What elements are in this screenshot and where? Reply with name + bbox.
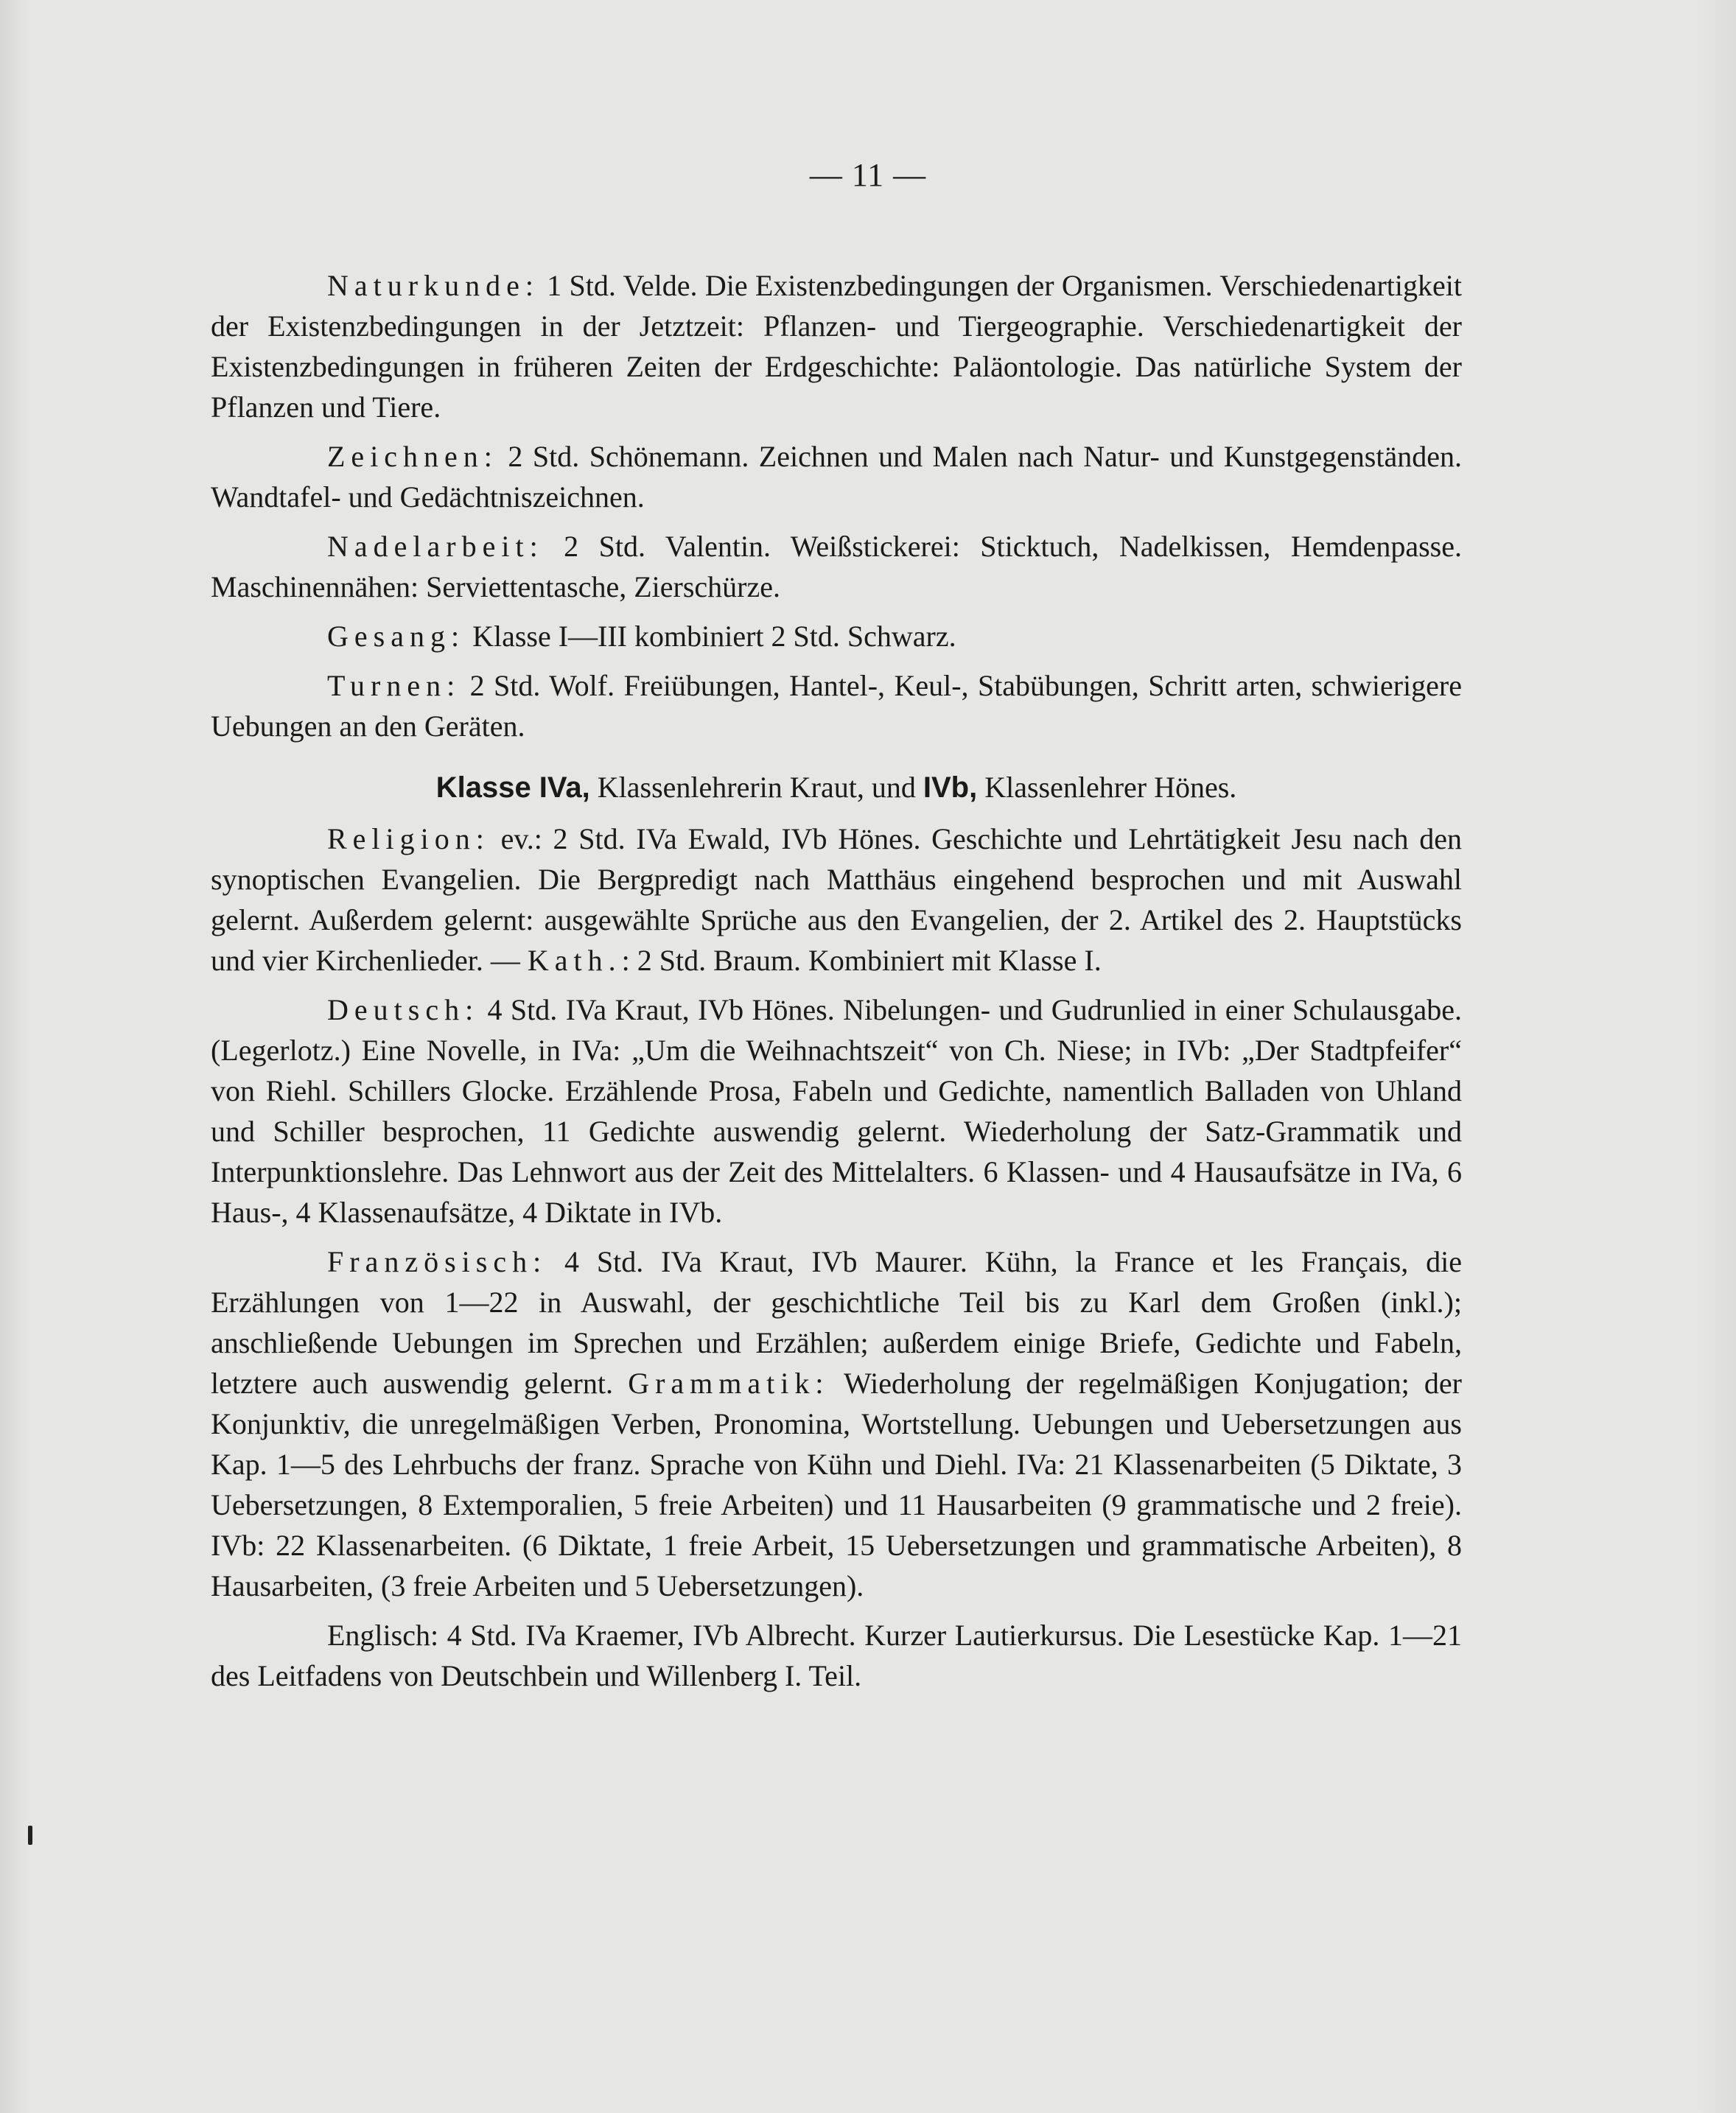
paragraph-franzoesisch [211,1241,1462,1606]
section-heading [211,767,1462,808]
paragraph-text: 2 Std. Schönemann. Zeichnen und Malen nach Natur- und Kunstgegenständen. Wandtafel- und Gedächtniszeichnen. [211,440,1462,514]
heading-class-iva: Klasse IVa, [435,771,590,804]
heading-teacher-ivb: Klassenlehrer Hönes. [977,771,1237,804]
heading-class-ivb: IVb, [923,771,978,804]
page-number: — 11 — [809,157,927,193]
subject-label: Naturkunde: [327,269,539,302]
paragraph-nadelarbeit [211,526,1462,607]
page-body [211,265,1462,1696]
subject-label: Deutsch: [327,993,480,1026]
paragraph-turnen [211,665,1462,746]
paragraph-text: 1 Std. Velde. Die Existenzbedingungen der Organismen. Verschiedenartigkeit der Existenzbedingungen in der Jetztzeit: Pflanzen- und Tiergeographie. Verschiedenartigkeit der Existenzbedingungen in früheren Zeiten der Erdgeschichte: Paläontologie. Das natürliche System der Pflanzen und Tiere. [211,269,1462,424]
paragraph-text: 4 Std. IVa Kraut, IVb Hönes. Nibelungen- und Gudrunlied in einer Schulausgabe. (Legerlotz.) Eine Novelle, in IVa: „Um die Weihnachtszeit“ von Ch. Niese; in IVb: „Der Stadtpfeifer“ von Riehl. Schillers Glocke. Erzählende Prosa, Fabeln und Gedichte, namentlich Balladen von Uhland und Schiller besprochen, 11 Gedichte auswendig gelernt. Wiederholung der Satz-Grammatik und Interpunktionslehre. Das Lehnwort aus der Zeit des Mittelalters. 6 Klassen- und 4 Hausaufsätze in IVa, 6 Haus-, 4 Klassenaufsätze, 4 Diktate in IVb. [211,993,1462,1229]
paragraph-text: 2 Std. Wolf. Freiübungen, Hantel-, Keul-, Stabübungen, Schritt arten, schwierigere Uebungen an den Geräten. [211,669,1462,743]
paragraph-text: 4 Std. IVa Kraut, IVb Maurer. Kühn, la France et les Français, die Erzählungen von 1—22 in Auswahl, der geschichtliche Teil bis zu Karl dem Großen (inkl.); anschließende Uebungen im Sprechen und Erzählen; außerdem einige Briefe, Gedichte und Fabeln, letztere auch auswendig gelernt. [211,1245,1462,1400]
paragraph-deutsch [211,989,1462,1233]
subject-label: Englisch: [327,1619,439,1652]
subject-label: Französisch: [327,1245,547,1278]
paragraph-text: 2 Std. Valentin. Weißstickerei: Sticktuch, Nadelkissen, Hemdenpasse. Maschinennähen: Serviettentasche, Zierschürze. [211,530,1462,603]
scan-mark [28,1826,32,1845]
paragraph-text: : 2 Std. Braum. Kombiniert mit Klasse I. [621,944,1102,977]
paragraph-gesang [211,616,1462,656]
subject-label: Gesang: [327,620,466,653]
subject-label: Nadelarbeit: [327,530,544,563]
paragraph-text: ev.: 2 Std. IVa Ewald, IVb Hönes. Geschichte und Lehrtätigkeit Jesu nach den synoptischen Evangelien. Die Bergpredigt nach Matthäus eingehend besprochen und mit Auswahl gelernt. Außerdem gelernt: ausgewählte Sprüche aus den Evangelien, der 2. Artikel des 2. Hauptstücks und vier Kirchenlieder. — [211,822,1462,977]
heading-teacher-iva: Klassenlehrerin Kraut, und [589,771,923,804]
paragraph-text: 4 Std. IVa Kraemer, IVb Albrecht. Kurzer Lautierkursus. Die Lesestücke Kap. 1—21 des Leitfadens von Deutschbein und Willenberg I. Teil. [211,1619,1462,1692]
paragraph-text: Wiederholung der regelmäßigen Konjugation; der Konjunktiv, die unregelmäßigen Verben, Pronomina, Wortstellung. Uebungen und Uebersetzungen aus Kap. 1—5 des Lehrbuchs der franz. Sprache von Kühn und Diehl. IVa: 21 Klassenarbeiten (5 Diktate, 3 Uebersetzungen, 8 Extemporalien, 5 freie Arbeiten) und 11 Hausarbeiten (9 grammatische und 2 freie). IVb: 22 Klassenarbeiten. (6 Diktate, 1 freie Arbeit, 15 Uebersetzungen und grammatische Arbeiten), 8 Hausarbeiten, (3 freie Arbeiten und 5 Uebersetzungen). [211,1367,1462,1602]
subject-label: Turnen: [327,669,461,702]
subject-sublabel: Grammatik: [628,1367,830,1400]
subject-sublabel: Kath. [527,944,622,977]
subject-label: Religion: [327,822,490,855]
paragraph-zeichnen [211,436,1462,517]
subject-label: Zeichnen: [327,440,498,473]
paragraph-religion [211,819,1462,981]
paragraph-text: Klasse I—III kombiniert 2 Std. Schwarz. [465,620,956,653]
paragraph-englisch [211,1615,1462,1696]
paragraph-naturkunde [211,265,1462,427]
